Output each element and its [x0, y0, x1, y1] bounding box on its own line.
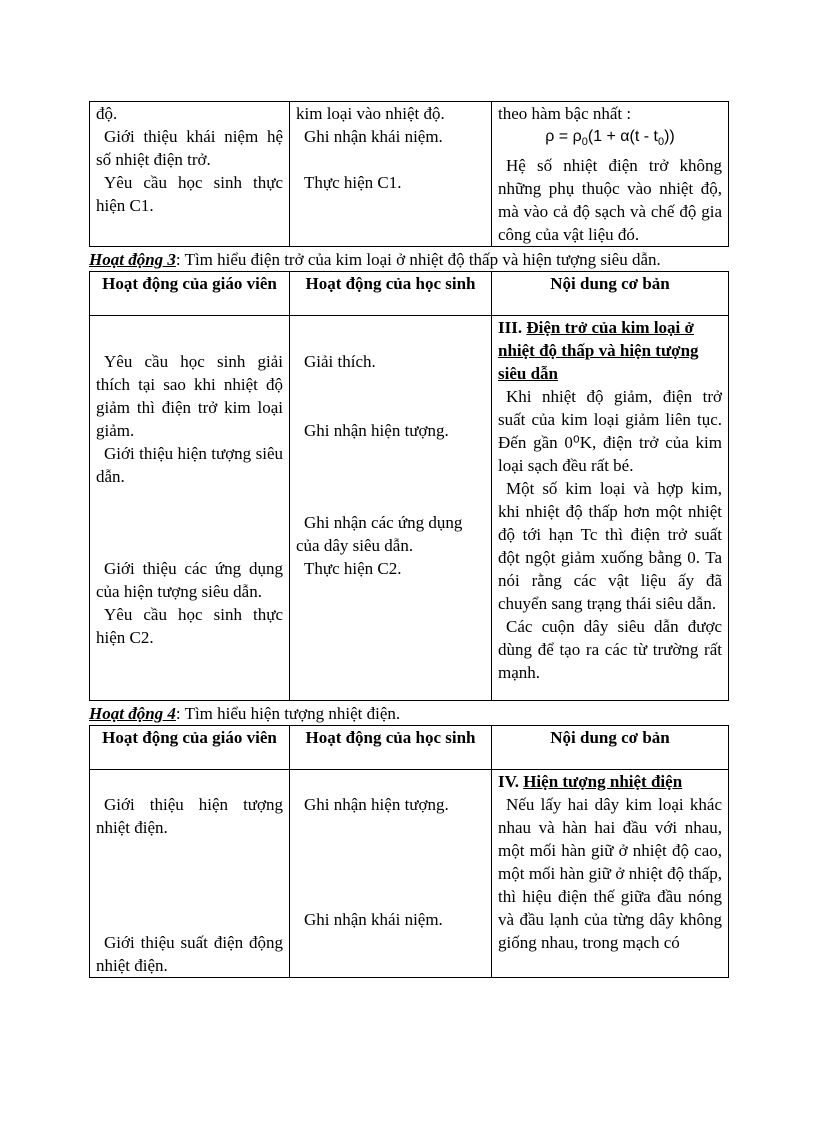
activity-4-heading: [89, 702, 728, 725]
text-line: Giới thiệu hiện tượng siêu dẫn.: [96, 444, 283, 487]
header-teacher: Hoạt động của giáo viên: [90, 272, 290, 316]
text-line: Ghi nhận hiện tượng.: [304, 795, 449, 815]
table-row: [90, 770, 729, 978]
text-line: Ghi nhận hiện tượng.: [304, 421, 449, 441]
header-student: Hoạt động của học sinh: [290, 726, 492, 770]
section-title-text: Điện trở của kim loại ở nhiệt độ thấp và hiện tượng siêu dẫn: [498, 318, 699, 384]
document-page: [89, 101, 728, 978]
table-row: [90, 102, 729, 247]
table-row: [90, 316, 729, 701]
teacher-cell: [90, 316, 290, 701]
header-teacher: Hoạt động của giáo viên: [90, 726, 290, 770]
formula: $\rho = \rho_0(1 + \alpha(t - t_0))$: [545, 128, 675, 149]
table-header-row: [90, 726, 729, 770]
text-line: Ghi nhận khái niệm.: [304, 127, 443, 146]
content-cell: [492, 102, 729, 247]
text-paragraph: Khi nhiệt độ giảm, điện trở suất của kim loại giảm liên tục. Đến gần 0⁰K, điện trở của kim loại sạch đều rất bé.: [498, 387, 722, 476]
text-line: Giải thích.: [304, 352, 376, 372]
text-paragraph: Nếu lấy hai dây kim loại khác nhau và hàn hai đầu với nhau, một mối hàn giữ ở nhiệt độ cao, một mối hàn giữ ở nhiệt độ thấp, thì hiệu điện thế giữa đầu nóng và đầu lạnh của từng dây không giống nhau, trong mạch có: [498, 795, 722, 953]
activity-label: Hoạt động 3: [89, 250, 176, 270]
text-paragraph: Các cuộn dây siêu dẫn được dùng để tạo ra các từ trường rất mạnh.: [498, 617, 722, 683]
text-line: Ghi nhận các ứng dụng của dây siêu dẫn.: [296, 513, 463, 556]
activity-text: : Tìm hiểu điện trở của kim loại ở nhiệt độ thấp và hiện tượng siêu dẫn.: [175, 250, 661, 270]
text-line: Yêu cầu học sinh thực hiện C1.: [96, 173, 283, 215]
text-line: kim loại vào nhiệt độ.: [296, 104, 445, 123]
section-number: IV.: [498, 772, 524, 792]
text-line: Ghi nhận khái niệm.: [304, 910, 443, 930]
text-paragraph: Hệ số nhiệt điện trở không những phụ thuộc vào nhiệt độ, mà vào cả độ sạch và chế độ gia công của vật liệu đó.: [498, 156, 722, 245]
table-activity-2-continued: [89, 101, 729, 247]
activity-text: : Tìm hiểu hiện tượng nhiệt điện.: [175, 704, 401, 724]
text-line: Giới thiệu khái niệm hệ số nhiệt điện trở.: [96, 127, 283, 169]
table-activity-4: [89, 725, 729, 978]
table-header-row: [90, 272, 729, 316]
text-line: Thực hiện C1.: [304, 173, 402, 192]
activity-label: Hoạt động 4: [89, 704, 176, 724]
text-line: Giới thiệu hiện tượng nhiệt điện.: [96, 795, 283, 838]
section-title: [498, 770, 722, 793]
student-cell: [290, 770, 492, 978]
section-title-text: Hiện tượng nhiệt điện: [523, 772, 683, 792]
text-line: Yêu cầu học sinh thực hiện C2.: [96, 605, 283, 648]
content-cell: [492, 316, 729, 701]
activity-3-heading: [89, 248, 728, 271]
header-content: Nội dung cơ bản: [492, 726, 729, 770]
section-number: III.: [498, 318, 527, 338]
text-line: Thực hiện C2.: [304, 559, 402, 579]
text-line: Yêu cầu học sinh giải thích tại sao khi nhiệt độ giảm thì điện trở kim loại giảm.: [96, 352, 283, 441]
teacher-cell: [90, 102, 290, 247]
section-title: [498, 316, 722, 385]
header-student: Hoạt động của học sinh: [290, 272, 492, 316]
text-line: độ.: [96, 104, 118, 123]
student-cell: [290, 316, 492, 701]
student-cell: [290, 102, 492, 247]
text-line: Giới thiệu suất điện động nhiệt điện.: [96, 933, 283, 976]
table-activity-3: [89, 271, 729, 701]
text-line: Giới thiệu các ứng dụng của hiện tượng siêu dẫn.: [96, 559, 283, 602]
header-content: Nội dung cơ bản: [492, 272, 729, 316]
text-line: theo hàm bậc nhất :: [498, 104, 632, 123]
teacher-cell: [90, 770, 290, 978]
content-cell: [492, 770, 729, 978]
text-paragraph: Một số kim loại và hợp kim, khi nhiệt độ thấp hơn một nhiệt độ tới hạn Tc thì điện trở suất đột ngột giảm xuống bằng 0. Ta nói rằng các vật liệu ấy đã chuyển sang trạng thái siêu dẫn.: [498, 479, 722, 614]
